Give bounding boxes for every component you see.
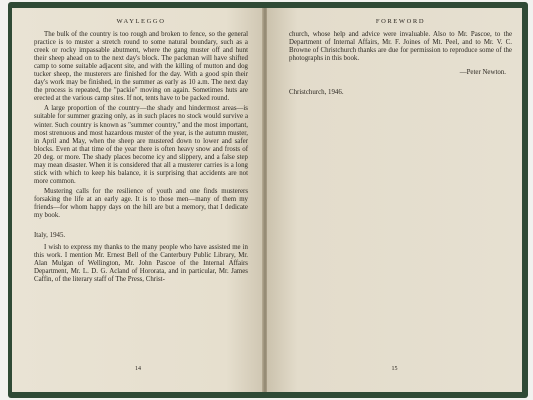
right-page [267,8,522,392]
left-page [12,8,264,392]
paragraph-2: A large proportion of the country—the shady and hindermost areas—is suitable for summer grazing only, as in such places no stock would survive a winter. Such country is known as "summer country," and the most important, most strenuous and most hazardous muster of the year, is the autumn muster, in April and May, when the sheep are mustered down to lower and safer blocks. Even at that time of the year there is often heavy snow and frosts of 20 deg. or more. The shady places become icy and slippery, and a false step may mean disaster. When it is considered that all a musterer carries is a long stick with which to keep his balance, it is surprising that accidents are not more common. [34,105,248,185]
place-date-right: Christchurch, 1946. [289,89,344,97]
running-head-left: WAYLEGGO [116,18,166,25]
paragraph-1: The bulk of the country is too rough and broken to fence, so the general practice is to muster a stretch round to some natural boundary, such as a creek or rocky impassable abutment, where the gang muster off and hunt their sheep ahead on to the next day's block. The packman will have shifted camp to some suitable adjacent site, and with the killing of mutton and dog tucker sheep, the musterers are finished for the day. With a good spin their day's work may be finished, in the summer as early as 10 a.m. The next day the process is repeated, the "packie" moving on again. Sometimes huts are erected at the various camp sites. If not, tents have to be packed round. [34,31,248,103]
page-number-left: 14 [135,366,141,372]
running-head-right: FOREWORD [375,18,426,25]
acknowledgement-paragraph: I wish to express my thanks to the many people who have assisted me in this work. I mention Mr. Ernest Bell of the Canterbury Public Library, Mr. Alan Mulgan of Wellington, Mr. John Pascoe of the Internal Affairs Department, Mr. L. D. G. Acland of Hororata, and in particular, Mr. James Caffin, of the literary staff of The Press, Christ- [34,244,248,284]
place-date-left: Italy, 1945. [34,232,66,240]
paragraph-3: Mustering calls for the resilience of youth and one finds musterers forsaking the life at an early age. It is to those men—many of them my friends—for whom happy days on the hill are but a memory, that I dedicate my book. [34,187,248,220]
foreword-paragraph: church, whose help and advice were invaluable. Also to Mr. Pascoe, to the Department of Internal Affairs, Mr. F. Joines of Mt. Peel, and to Mr. V. C. Browne of Christchurch thanks are due for permission to reproduce some of the photographs in this book. [289,31,512,63]
page-number-right: 15 [391,366,398,372]
signature: —Peter Newton. [459,69,506,77]
